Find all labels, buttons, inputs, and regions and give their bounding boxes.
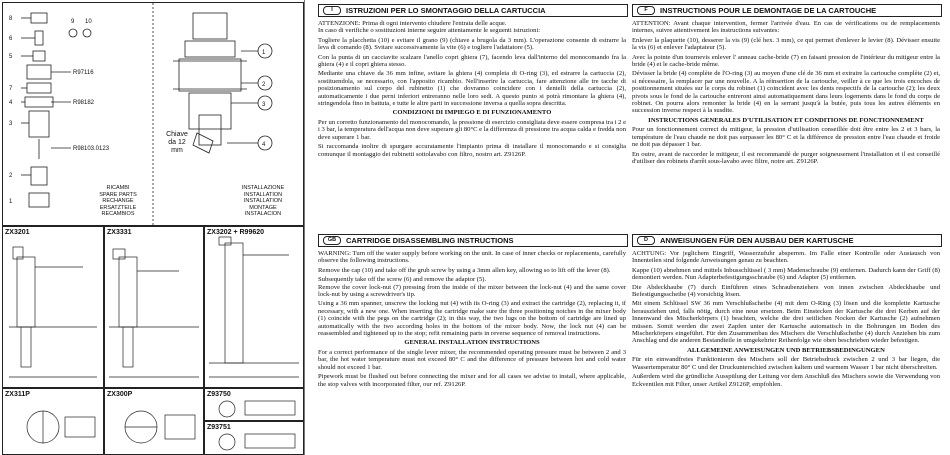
product-drawing-zx3202 <box>204 226 304 388</box>
english-paragraph: Remove the cap (10) and take off the grub screw by using a 3mm allen key, allowing so to lift off the lever (8). <box>318 266 611 274</box>
product-drawing-zx300p <box>104 388 204 455</box>
model-label-z93751: Z93751 <box>207 424 231 431</box>
model-label-zx3331: ZX3331 <box>107 229 132 236</box>
french-body <box>632 20 940 167</box>
zx300p-drawing <box>105 389 203 454</box>
installazione-caption: INSTALLAZIONE INSTALLATION INSTALLATION MONTAGE INSTALACION <box>241 185 285 217</box>
italian-body <box>318 20 626 160</box>
french-subtitle: INSTRUCTIONS GENERALES D'UTILISATION ET CONDITIONS DE FONCTIONNEMENT <box>648 116 924 124</box>
german-header <box>632 234 942 247</box>
part-number-10: 10 <box>85 19 92 25</box>
language-badge-fr: F <box>637 6 655 15</box>
italian-paragraph: Per un corretto funzionamento del monocomando, la pressione di esercizio consigliata deve essere compresa tra i 2 e i 3 bar, la temperatura dell'acqua non deve superare gli 80°C e la differenza di pressione tra acqua calda e fredda non deve superare 1 bar. <box>318 118 626 141</box>
english-paragraph: For a correct performance of the single lever mixer, the recommended operating pressure must be between 2 and 3 bar, the hot water temperature must not exceed 80° C and the difference of pressure between hot and cold water should not exceed 1 bar. <box>318 348 626 371</box>
french-header <box>632 4 942 17</box>
part-number-4: 4 <box>9 100 13 106</box>
english-title: CARTRIDGE DISASSEMBLING INSTRUCTIONS <box>346 236 514 245</box>
product-drawing-zx3331 <box>104 226 204 388</box>
zx3201-drawing <box>3 227 103 387</box>
callout-4: 4 <box>262 142 266 148</box>
english-body <box>318 250 626 390</box>
model-label-zx311p: ZX311P <box>5 391 30 398</box>
italian-paragraph: Togliere la placchetta (10) e svitare il grano (9) (chiave a brugola da 3 mm). L'operazione consente di estrarre la leva di comando (8). Svitare successivamente la vite (6) e togliere l'adattatore (5). <box>318 36 626 52</box>
language-badge-gb: GB <box>323 236 341 245</box>
german-paragraph: Kappe (10) abnehmen und mittels Inbusschlüssel ( 3 mm) Madenschraube (9) entfernen. Dadurch kann der Griff (8) demontiert werden. Nun Adapterbefestigungsschraube (6) und Adapter (5) entfernen. <box>632 266 940 282</box>
z93751-drawing <box>205 422 303 454</box>
german-body <box>632 250 940 390</box>
exploded-parts-diagram <box>2 2 304 226</box>
german-title: ANWEISUNGEN FÜR DEN AUSBAU DER KARTUSCHE <box>660 236 854 245</box>
part-number-9: 9 <box>71 19 75 25</box>
part-number-6: 6 <box>9 36 13 42</box>
z93750-drawing <box>205 389 303 420</box>
english-subtitle: GENERAL INSTALLATION INSTRUCTIONS <box>404 339 540 347</box>
german-paragraph: Die Abdeckhaube (7) durch Einführen eines Schraubenziehers von innen zwischen Abdeckhaube und Befestigungsscheibe (4) vorsichtig lösen. <box>632 283 940 299</box>
english-paragraph: Subsequently take off the screw (6) and remove the adaptor (5). <box>318 276 487 284</box>
french-paragraph: En outre, avant de raccorder le mitigeur, il est recommandé de purger soigneusement l'installation et il est conseillé d'utiliser des robinets d'arrêt sous-lavabo avec filtre, notre art. Z9126P. <box>632 150 940 165</box>
french-paragraph: Dévisser la bride (4) complète de l'O-ring (3) au moyen d'une clé de 36 mm et extraire la cartouche complète (2) et, si nécessaire, la remplacer par une nouvelle. A la réinsertion de la cartouche, veiller à ce que les trois encoches de positionnement situées sur le corps du robinet (1) coincident avec les dents respectifs de la cartouche (2); les deux pivots sous le fond de la cartouche entreront ainsi automatiquement dans leurs logements dans le fond du corps de robinet. On pourra alors remonter la bride (4) en la serrant jusqu'à la butée, puis tous les autres éléments en succession inverse respect à la susdite. <box>632 70 940 115</box>
model-label-zx3201: ZX3201 <box>5 229 30 236</box>
zx3331-drawing <box>105 227 203 387</box>
english-paragraph: Using a 36 mm spanner, unscrew the locking nut (4) with its O-ring (3) and extract the cartridge (2), replacing it, if necessary, with a new one. When inserting the cartridge make sure the three positioning notches in the mixer body (1) coincide with the pegs on the cartridge (2); in this way, the two lugs on the bottom of cartridge are lined up automatically with the two according holes in the bottom of the mixer body. Now, the lock nut (4) can be reassembled and tightened up to the stop; refit remaining parts in reverse sequence of removal instructions. <box>318 300 626 338</box>
french-paragraph: Pour un fonctionnement correct du mitigeur, la pression d'utilisation conseillée doit être entre les 2 et 3 bars, la température de l'eau chaude ne doit pas surpasser les 80° C et la différence de pression entre l'eau chaude et froide ne doit pas dépasser 1 bar. <box>632 126 940 149</box>
code-r98182: R98182 <box>73 100 95 106</box>
part-number-3: 3 <box>9 121 13 127</box>
zx3202-drawing <box>205 227 303 387</box>
english-paragraph: WARNING: Turn off the water supply before working on the unit. In case of inner checks or replacements, carefully observe the following instructions. <box>318 250 626 265</box>
german-subtitle: ALLGEMEINE ANWEISUNGEN UND BETRIEBSBEDINGUNGEN <box>687 346 885 354</box>
italian-paragraph: In caso di verifiche o sostituzioni interne seguire attentamente le seguenti istruzioni: <box>318 27 541 35</box>
product-drawing-zx311p <box>2 388 104 455</box>
product-drawing-z93751 <box>204 421 304 455</box>
part-number-8: 8 <box>9 16 13 22</box>
code-r97116: R97116 <box>73 70 94 76</box>
zx311p-drawing <box>3 389 103 454</box>
code-r98103: R98103.0123 <box>73 146 110 152</box>
language-badge-de: D <box>637 236 655 245</box>
english-paragraph: Remove the cover lock-nut (7) pressing from the inside of the mixer between the lock-nut (4) and the same cover lock-nut by using a screwdriver's tip. <box>318 283 626 299</box>
french-paragraph: Enlever la plaquette (10), desserer la vis (9) (clé hex. 3 mm), ce qui permet d'enlever le levier (8). Dévisser ensuite la vis (6) et enlever l'adaptateur (5). <box>632 36 940 52</box>
german-paragraph: Außerdem wird die gründliche Ausspülung der Leitung vor dem Anschluß des Mischers sowie die Verwendung von Eckventilen mit Filter, unser Artikel Z9126P, empfohlen. <box>632 373 940 388</box>
model-label-z93750: Z93750 <box>207 391 231 398</box>
italian-paragraph: Mediante una chiave da 36 mm infine, svitare la ghiera (4) completa di O-ring (3), ed estrarre la cartuccia (2), sostituendola, se necessario, con l'apposito ricambio. Nell'inserire la cartuccia, fare attenzione alle tre tacche di posizionamento sul corpo del rubinetto (1) che dovranno coincidere con i dentelli della cartuccia (2), automaticamente i due perni inferiori entreranno nelle loro sedi. A questo punto si potrà rimontare la ghiera (4), stringendola fino in battuta, e tutte le altre parti in successione inversa a quella sopra descritta. <box>318 70 626 108</box>
language-badge-it: I <box>323 6 341 15</box>
product-drawing-z93750 <box>204 388 304 421</box>
italian-paragraph: Si raccomanda inoltre di spurgare accuratamente l'impianto prima di installare il monocomando e si consiglia comunque il montaggio dei rubinetti sottolavabo con filtro, nostro art. Z9126P. <box>318 143 626 158</box>
part-number-5: 5 <box>9 54 13 60</box>
german-paragraph: Mit einem Schlüssel SW 36 mm Verschlußscheibe (4) mit dem O-Ring (3) lösen und die komplette Kartusche herausziehen und, falls nötig, durch eine neue ersetzen. Beim Einstecken der Kartusche die drei Kerben auf der Innenwand des Mischerkörpers (1) beachten, welche die drei seitlichen Nocken der Kartusche (2) aufnehmen müssen. Somit werden die zwei Zapfen unter der Kartusche automatisch in die Bohrungen im Boden des Mischerkörpers eingeführt. Für den Zusammenbau des Mischers die Verschlußscheibe (4) durch Anziehen bis zum Anschlag und die anderen Bestandteile in umgekehrter Reihenfolge wie oben beschrieben wieder befestigen. <box>632 300 940 345</box>
french-paragraph: ATTENTION: Avant chaque intervention, fermer l'arrivée d'eau. En cas de vérifications ou de remplacements internes, suivre attentivement les instructions suivantes: <box>632 20 940 35</box>
technical-drawings-panel <box>0 0 305 455</box>
italian-paragraph: ATTENZIONE: Prima di ogni intervento chiudere l'entrata delle acque. <box>318 20 507 27</box>
product-drawing-zx3201 <box>2 226 104 388</box>
part-number-2: 2 <box>9 173 13 179</box>
french-paragraph: Avec la pointe d'un tournevis enlever l' anneau cache-bride (7) en faisant pression de l'intérieur du mitigeur entre la bride (4) et le cache-bride même. <box>632 53 940 69</box>
italian-paragraph: Con la punta di un cacciavite scalzare l'anello copri ghiera (7), facendo leva dall'interno del monocomando fra la ghiera (4) e il copri ghiera stesso. <box>318 53 626 69</box>
callout-1: 1 <box>262 50 266 56</box>
callout-2: 2 <box>262 82 266 88</box>
model-label-zx3202: ZX3202 + R99620 <box>207 229 265 236</box>
chiave-label: Chiave da 12 mm <box>166 131 188 154</box>
model-label-zx300p: ZX300P <box>107 391 133 398</box>
italian-title: ISTRUZIONI PER LO SMONTAGGIO DELLA CARTUCCIA <box>346 6 546 15</box>
part-number-1: 1 <box>9 199 13 205</box>
english-paragraph: Pipework must be flushed out before connecting the mixer and for all cases we advise to install, where applicable, the stop valves with incorporated filter, our ref. Z9126P. <box>318 373 626 388</box>
italian-header <box>318 4 628 17</box>
french-title: INSTRUCTIONS POUR LE DEMONTAGE DE LA CARTOUCHE <box>660 6 877 15</box>
ricambi-caption: RICAMBI SPARE PARTS RECHANGE ERSATZTEILE RECAMBIOS <box>99 185 137 217</box>
part-number-7: 7 <box>9 86 13 92</box>
italian-subtitle: CONDIZIONI DI IMPIEGO E DI FUNZIONAMENTO <box>392 109 552 117</box>
callout-3: 3 <box>262 102 266 108</box>
english-header <box>318 234 628 247</box>
german-paragraph: Für ein einwandfreies Funktionieren des Mischers soll der Betriebsdruck zwischen 2 und 3 bar liegen, die Wassertemperatur 80° C und der Druckunterschied zwischen kaltem und warmem Wasser 1 bar nicht überschreiten. <box>632 356 940 371</box>
german-paragraph: ACHTUNG: Vor jeglichem Eingriff, Wasserzufuhr absperren. Im Falle einer Kontrolle oder Austausch von Innenteilen sind folgende Anweisungen genau zu beachten. <box>632 250 940 265</box>
